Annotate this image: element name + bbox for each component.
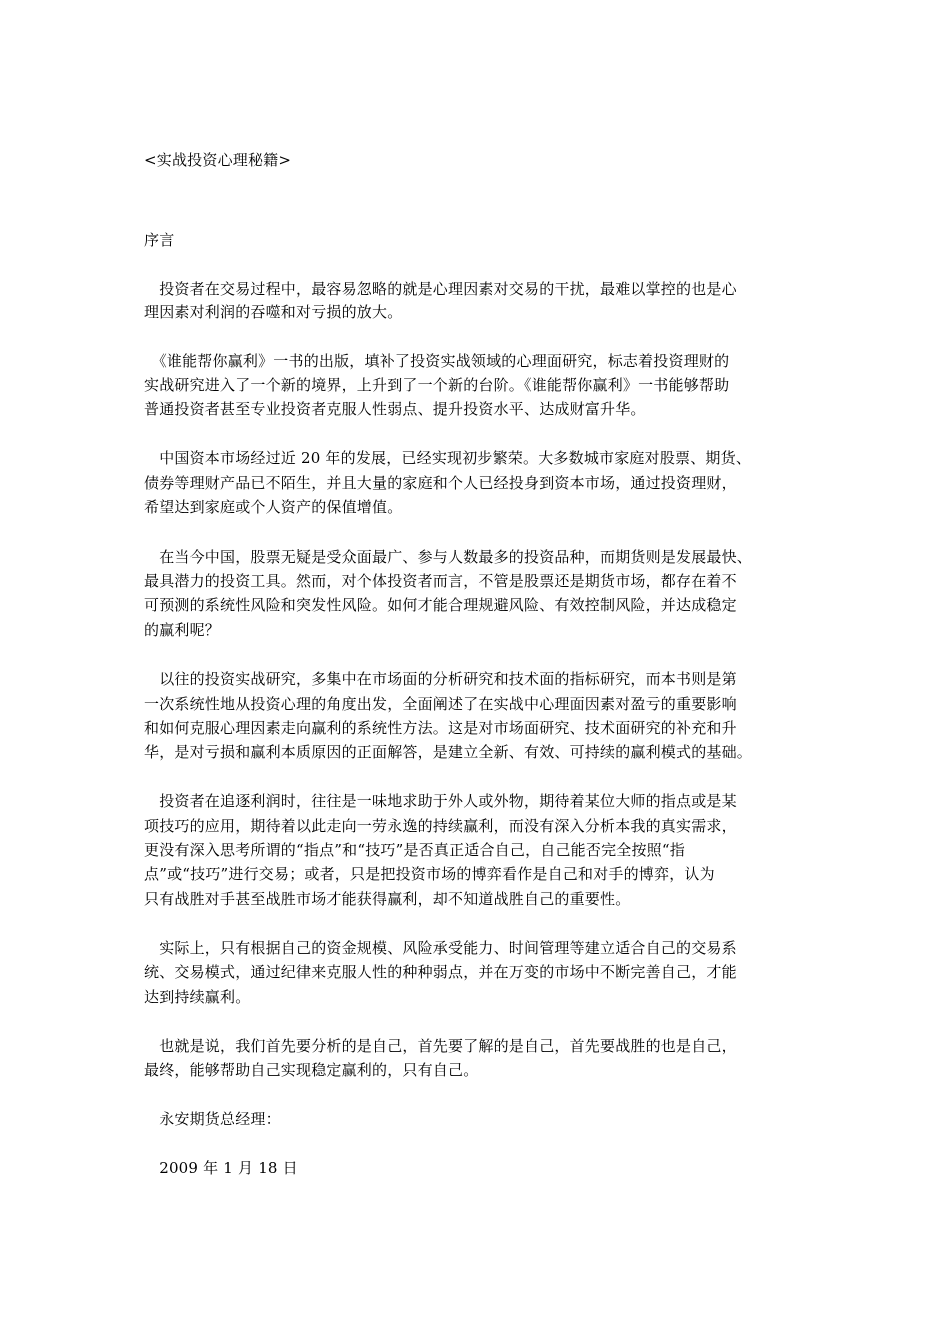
paragraph-line: 在当今中国，股票无疑是受众面最广、参与人数最多的投资品种，而期货则是发展最快、	[144, 548, 753, 566]
paragraph-line: 可预测的系统性风险和突发性风险。如何才能合理规避风险、有效控制风险，并达成稳定	[144, 596, 737, 614]
paragraph-line: 统、交易模式，通过纪律来克服人性的种种弱点，并在万变的市场中不断完善自己，才能	[144, 963, 737, 981]
document-title: <实战投资心理秘籍>	[144, 151, 292, 169]
paragraph-line: 理因素对利润的吞噬和对亏损的放大。	[144, 303, 403, 321]
paragraph-line: 以往的投资实战研究，多集中在市场面的分析研究和技术面的指标研究，而本书则是第	[144, 670, 737, 688]
paragraph-line: 华，是对亏损和赢利本质原因的正面解答，是建立全新、有效、可持续的赢利模式的基础。	[144, 743, 753, 761]
paragraph-line: 也就是说，我们首先要分析的是自己，首先要了解的是自己，首先要战胜的也是自己，	[144, 1037, 737, 1055]
paragraph-line: 实战研究进入了一个新的境界，上升到了一个新的台阶。《谁能帮你赢利》一书能够帮助	[144, 376, 730, 394]
paragraph-line: 普通投资者甚至专业投资者克服人性弱点、提升投资水平、达成财富升华。	[144, 400, 646, 418]
paragraph-line: 中国资本市场经过近 20 年的发展，已经实现初步繁荣。大多数城市家庭对股票、期货、	[144, 449, 752, 467]
paragraph-line: 只有战胜对手甚至战胜市场才能获得赢利，却不知道战胜自己的重要性。	[144, 890, 631, 908]
paragraph-line: 希望达到家庭或个人资产的保值增值。	[144, 498, 403, 516]
paragraph-line: 项技巧的应用，期待着以此走向一劳永逸的持续赢利，而没有深入分析本我的真实需求，	[144, 817, 737, 835]
paragraph-line: 和如何克服心理因素走向赢利的系统性方法。这是对市场面研究、技术面研究的补充和升	[144, 719, 737, 737]
paragraph-line: 实际上，只有根据自己的资金规模、风险承受能力、时间管理等建立适合自己的交易系	[144, 939, 737, 957]
paragraph-line: 最终，能够帮助自己实现稳定赢利的，只有自己。	[144, 1061, 479, 1079]
paragraph-line: 更没有深入思考所谓的“指点”和“技巧”是否真正适合自己，自己能否完全按照“指	[144, 841, 685, 859]
paragraph-line: 《谁能帮你赢利》一书的出版，填补了投资实战领域的心理面研究，标志着投资理财的	[144, 352, 730, 370]
paragraph-line: 投资者在交易过程中，最容易忽略的就是心理因素对交易的干扰，最难以掌控的也是心	[144, 280, 737, 298]
section-heading: 序言	[144, 231, 175, 249]
date: 2009 年 1 月 18 日	[144, 1159, 298, 1177]
paragraph-line: 点”或“技巧”进行交易；或者，只是把投资市场的博弈看作是自己和对手的博弈，认为	[144, 865, 715, 883]
paragraph-line: 的赢利呢？	[144, 621, 221, 639]
paragraph-line: 投资者在追逐利润时，往往是一味地求助于外人或外物，期待着某位大师的指点或是某	[144, 792, 737, 810]
signature: 永安期货总经理：	[144, 1110, 281, 1128]
paragraph-line: 债券等理财产品已不陌生，并且大量的家庭和个人已经投身到资本市场，通过投资理财，	[144, 474, 737, 492]
paragraph-line: 达到持续赢利。	[144, 988, 251, 1006]
paragraph-line: 最具潜力的投资工具。然而，对个体投资者而言，不管是股票还是期货市场，都存在着不	[144, 572, 737, 590]
paragraph-line: 一次系统性地从投资心理的角度出发，全面阐述了在实战中心理面因素对盈亏的重要影响	[144, 695, 737, 713]
